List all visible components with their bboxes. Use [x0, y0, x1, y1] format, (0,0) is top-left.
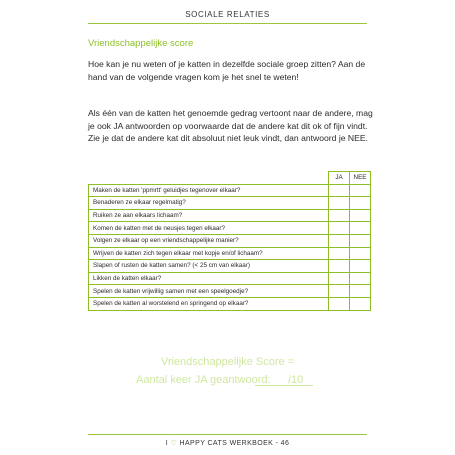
- table-row: [89, 260, 371, 273]
- answer-no-cell[interactable]: [350, 209, 371, 222]
- answer-no-cell[interactable]: [350, 184, 371, 197]
- answer-no-cell[interactable]: [350, 297, 371, 310]
- heart-icon: ♡: [170, 440, 178, 447]
- question-text: Benaderen ze elkaar regelmatig?: [89, 197, 329, 210]
- table-row: [89, 272, 371, 285]
- table-row: [89, 222, 371, 235]
- question-text: Spelen de katten al worstelend en springend op elkaar?: [89, 297, 329, 310]
- answer-yes-cell[interactable]: [329, 222, 350, 235]
- answer-yes-cell[interactable]: [329, 272, 350, 285]
- column-header-yes: JA: [329, 172, 350, 185]
- footer-text: HAPPY CATS WERKBOEK - 46: [179, 440, 290, 447]
- answer-no-cell[interactable]: [350, 247, 371, 260]
- page-header: [88, 10, 367, 24]
- instruction-paragraph: Als één van de katten het genoemde gedrag vertoont naar de andere, mag je ook JA antwoorden op voorwaarde dat de andere kat dit ok of fijn vindt. Zie je dat de andere kat dit absoluut niet leuk vindt, dan antwoord je NEE.: [88, 108, 373, 144]
- header-title: SOCIALE RELATIES: [185, 10, 270, 19]
- section-title: Vriendschappelijke score: [88, 38, 194, 49]
- table-row: [89, 285, 371, 298]
- question-table: [88, 171, 371, 311]
- intro-paragraph: Hoe kan je nu weten of je katten in dezelfde sociale groep zitten? Aan de hand van de volgende vragen kom je het snel te weten!: [88, 59, 366, 82]
- table-row: [89, 209, 371, 222]
- table-row: [89, 197, 371, 210]
- answer-yes-cell[interactable]: [329, 247, 350, 260]
- score-answer-line[interactable]: [255, 385, 313, 386]
- answer-no-cell[interactable]: [350, 285, 371, 298]
- table-row: [89, 297, 371, 310]
- answer-no-cell[interactable]: [350, 234, 371, 247]
- question-text: Maken de katten 'ppmrtt' geluidjes tegenover elkaar?: [89, 184, 329, 197]
- score-label: Aantal keer JA geantwoord:: [136, 374, 271, 386]
- table-row: [89, 184, 371, 197]
- page-footer: [88, 434, 367, 447]
- answer-yes-cell[interactable]: [329, 197, 350, 210]
- answer-yes-cell[interactable]: [329, 184, 350, 197]
- answer-yes-cell[interactable]: [329, 285, 350, 298]
- table-row: [89, 247, 371, 260]
- table-row: [89, 234, 371, 247]
- table-header-blank: [89, 172, 329, 185]
- question-text: Spelen de katten vrijwillig samen met een speelgoedje?: [89, 285, 329, 298]
- question-text: Ruiken ze aan elkaars lichaam?: [89, 209, 329, 222]
- answer-yes-cell[interactable]: [329, 260, 350, 273]
- table-header-row: [89, 172, 371, 185]
- question-text: Wrijven de katten zich tegen elkaar met kopje en/of lichaam?: [89, 247, 329, 260]
- answer-no-cell[interactable]: [350, 222, 371, 235]
- answer-no-cell[interactable]: [350, 197, 371, 210]
- question-text: Slapen of rusten de katten samen? (< 25 cm van elkaar): [89, 260, 329, 273]
- score-heading: Vriendschappelijke Score =: [160, 356, 295, 368]
- score-total: /10: [288, 374, 304, 386]
- answer-yes-cell[interactable]: [329, 209, 350, 222]
- answer-no-cell[interactable]: [350, 272, 371, 285]
- answer-yes-cell[interactable]: [329, 234, 350, 247]
- answer-no-cell[interactable]: [350, 260, 371, 273]
- answer-yes-cell[interactable]: [329, 297, 350, 310]
- question-text: Volgen ze elkaar op een vriendschappelijke manier?: [89, 234, 329, 247]
- question-text: Komen de katten met de neusjes tegen elkaar?: [89, 222, 329, 235]
- footer-prefix: I: [165, 440, 169, 447]
- column-header-no: NEE: [350, 172, 371, 185]
- question-text: Likken de katten elkaar?: [89, 272, 329, 285]
